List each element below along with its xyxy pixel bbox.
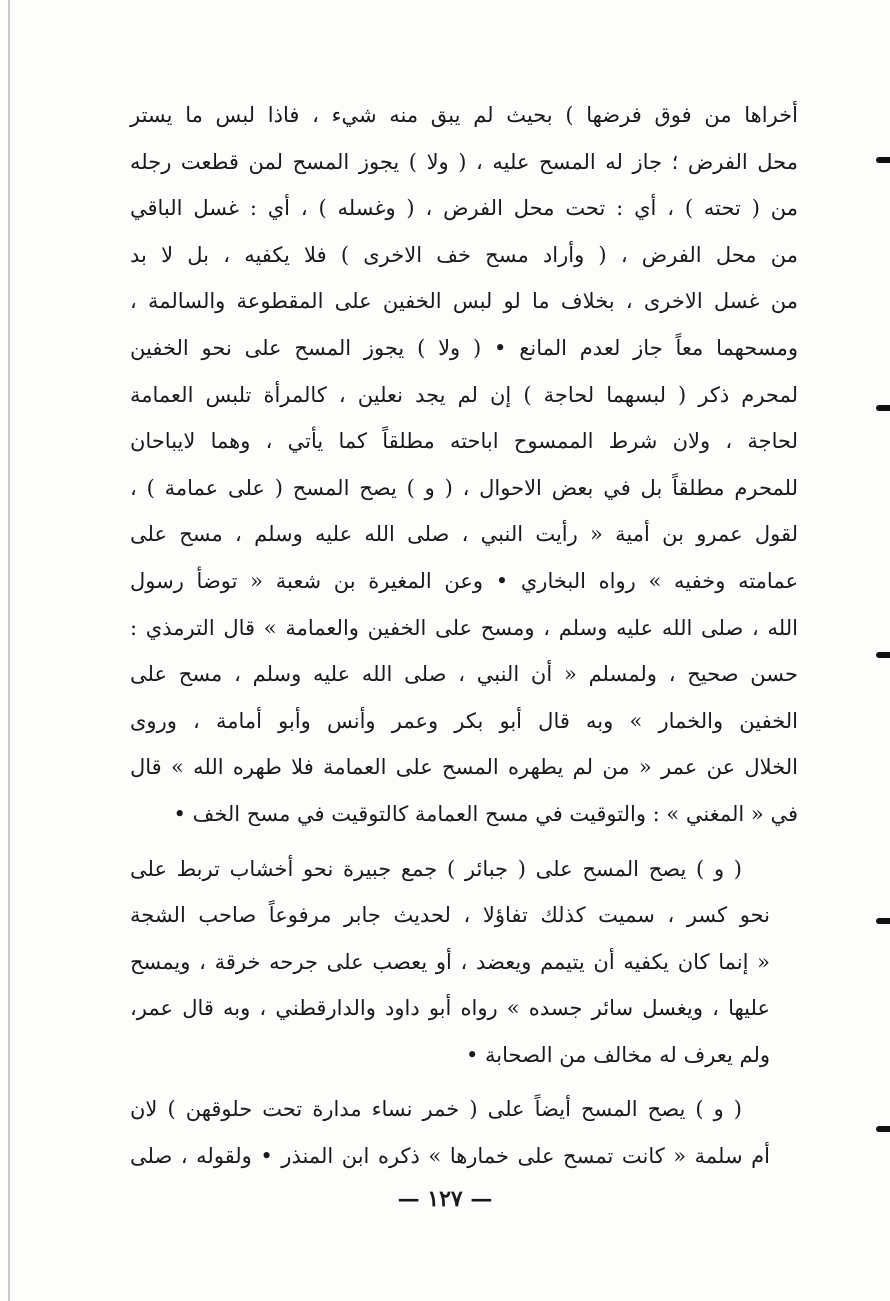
text-line: ومسحهما معاً جاز لعدم المانع • ( ولا ) يجوز المسح على نحو الخفين	[130, 335, 798, 360]
paragraph-3	[130, 1086, 798, 1179]
text-line: ( و ) يصح المسح أيضاً على ( خمر نساء مدارة تحت حلوقهن ) لان	[130, 1097, 742, 1122]
text-line: ( و ) يصح المسح على ( جبائر ) جمع جبيرة نحو أخشاب تربط على	[130, 856, 742, 881]
text-line: ولم يعرف له مخالف من الصحابة •	[465, 1042, 770, 1067]
text-line: « إنما كان يكفيه أن يتيمم ويعضد ، أو يعصب على جرحه خرقة ، ويمسح	[130, 949, 770, 974]
text-line: من محل الفرض ، ( وأراد مسح خف الاخرى ) فلا يكفيه ، بل لا بد	[130, 242, 798, 267]
text-line: نحو كسر ، سميت كذلك تفاؤلا ، لحديث جابر مرفوعاً صاحب الشجة	[130, 903, 770, 928]
text-line: الخلال عن عمر « من لم يطهره المسح على العمامة فلا طهره الله » قال	[130, 755, 798, 780]
text-line: من غسل الاخرى ، بخلاف ما لو لبس الخفين على المقطوعة والسالمة ،	[130, 289, 798, 314]
text-line: عليها ، ويغسل سائر جسده » رواه أبو داود والدارقطني ، وبه قال عمر،	[130, 996, 770, 1021]
text-line: الخفين والخمار » وبه قال أبو بكر وعمر وأنس وأبو أمامة ، وروى	[130, 708, 798, 733]
page-edge-mark	[876, 157, 890, 163]
text-line: حسن صحيح ، ولمسلم « أن النبي ، صلى الله عليه وسلم ، مسح على	[130, 662, 798, 687]
text-line: للمحرم مطلقاً بل في بعض الاحوال ، ( و ) يصح المسح ( على عمامة ) ،	[130, 475, 798, 500]
page-edge-mark	[876, 405, 890, 411]
text-line: في « المغني » : والتوقيت في مسح العمامة كالتوقيت في مسح الخف •	[173, 801, 798, 826]
text-line: محل الفرض ؛ جاز له المسح عليه ، ( ولا ) يجوز المسح لمن قطعت رجله	[130, 149, 798, 174]
text-line: عمامته وخفيه » رواه البخاري • وعن المغيرة بن شعبة « توضأ رسول	[130, 568, 798, 593]
main-text	[130, 92, 798, 1180]
page-number: — ١٢٧ —	[397, 1186, 493, 1212]
page-edge-mark	[876, 652, 890, 658]
text-line: أم سلمة « كانت تمسح على خمارها » ذكره ابن المنذر • ولقوله ، صلى	[130, 1144, 770, 1169]
page-binding-edge	[8, 0, 10, 1301]
paragraph-2	[130, 846, 798, 1079]
text-line: من ( تحته ) ، أي : تحت محل الفرض ، ( وغسله ) ، أي : غسل الباقي	[130, 196, 798, 221]
paragraph-1	[130, 92, 798, 838]
text-line: لحاجة ، ولان شرط الممسوح اباحته مطلقاً كما يأتي ، وهما لايباحان	[130, 429, 798, 454]
page-edge-mark	[876, 918, 890, 924]
text-line: الله ، صلى الله عليه وسلم ، ومسح على الخفين والعمامة » قال الترمذي :	[130, 615, 798, 640]
text-line: لقول عمرو بن أمية « رأيت النبي ، صلى الله عليه وسلم ، مسح على	[130, 522, 798, 547]
page-edge-mark	[876, 1126, 890, 1132]
text-line: أخراها من فوق فرضها ) بحيث لم يبق منه شيء ، فاذا لبس ما يستر	[130, 103, 798, 127]
text-line: لمحرم ذكر ( لبسهما لحاجة ) إن لم يجد نعلين ، كالمرأة تلبس العمامة	[130, 382, 798, 407]
